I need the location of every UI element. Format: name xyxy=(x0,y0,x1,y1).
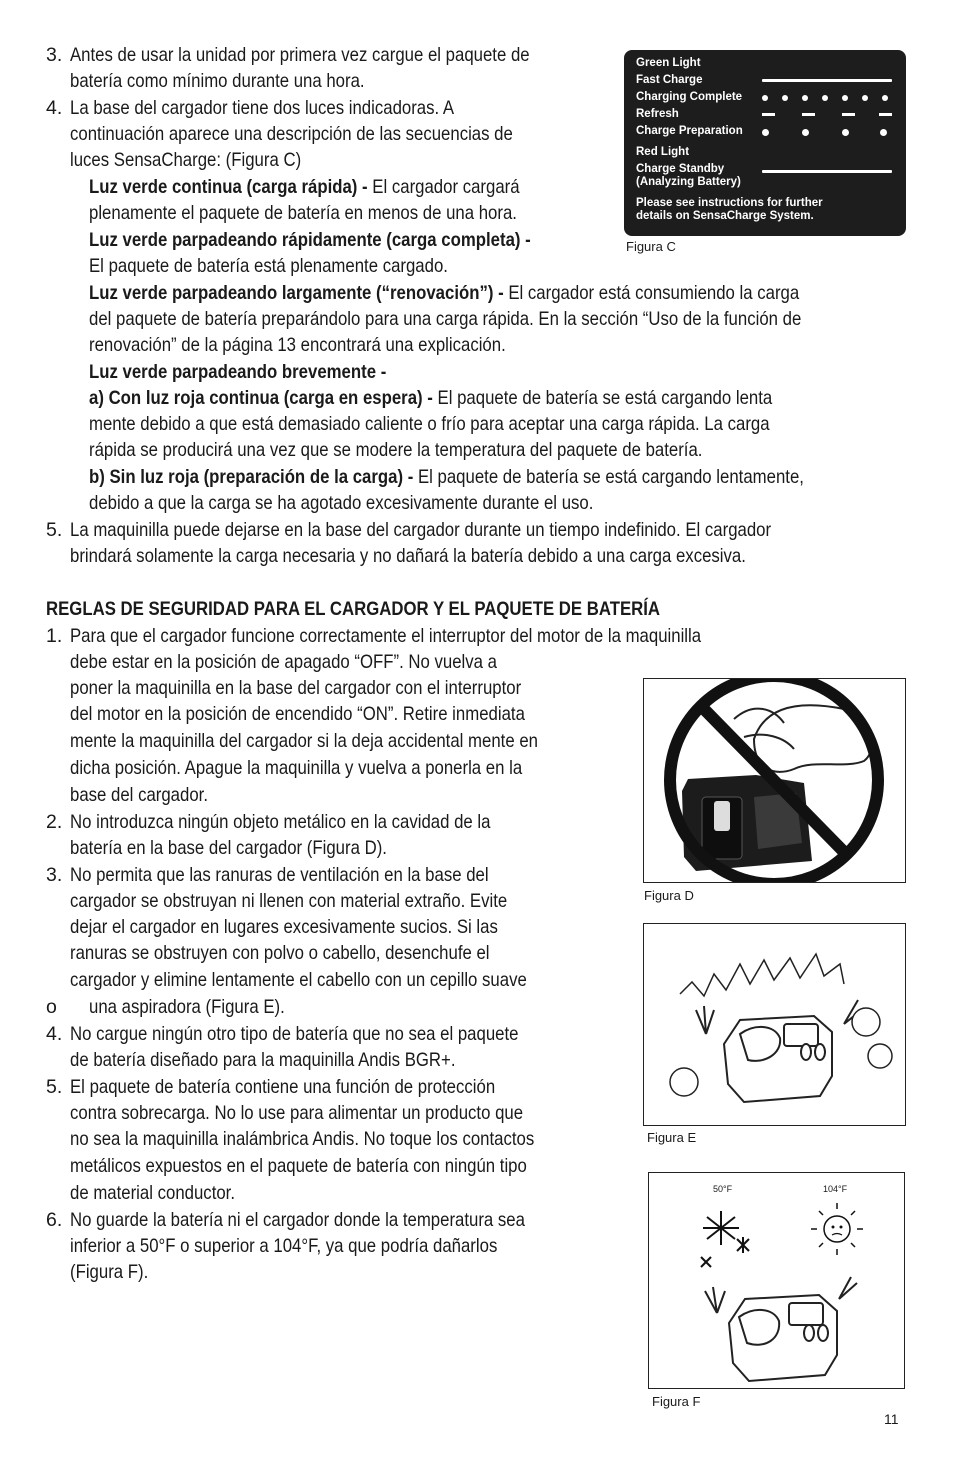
charge-preparation-dot xyxy=(880,129,887,136)
red-b-line-2: debido a que la carga se ha agotado excesivamente durante el uso. xyxy=(89,492,594,514)
legend-refresh: Refresh xyxy=(636,108,679,120)
green-solid-text: El cargador cargará xyxy=(372,176,520,198)
red-b-title: b) Sin luz roja (preparación de la carga) - xyxy=(89,466,418,488)
eye-shape xyxy=(804,1325,814,1341)
dust-cloud-shape xyxy=(670,1068,698,1096)
rule-1-line-4: del motor en la posición de encendido “ON”. Retire inmediata xyxy=(70,703,525,725)
rule-3-line-4: ranuras se obstruyen con polvo o cabello, desenchufe el xyxy=(70,942,490,964)
refresh-dash xyxy=(762,113,775,116)
figure-c-light-legend xyxy=(624,50,906,236)
green-solid-line-1 xyxy=(89,174,520,200)
legend-note-line-2: details on SensaCharge System. xyxy=(636,210,814,222)
hand-outline xyxy=(696,1006,714,1034)
eye-shape xyxy=(815,1044,825,1060)
rule-2-number: 2. xyxy=(46,811,63,833)
rule-3-line-6: una aspiradora (Figura E). xyxy=(89,996,285,1018)
safety-heading: REGLAS DE SEGURIDAD PARA EL CARGADOR Y EL PAQUETE DE BATERÍA xyxy=(46,598,661,620)
rule-5-line-5: de material conductor. xyxy=(70,1182,235,1204)
green-long-line-2: del paquete de batería preparándolo para una carga rápida. En la sección “Uso de la función de xyxy=(89,308,802,330)
rule-3-number: 3. xyxy=(46,864,63,886)
item-5-line-1: La maquinilla puede dejarse en la base del cargador durante un tiempo indefinido. El cargador xyxy=(70,519,772,541)
item-3-line-2: batería como mínimo durante una hora. xyxy=(70,70,365,92)
rule-1-line-1: Para que el cargador funcione correctamente el interruptor del motor de la maquinilla xyxy=(70,625,702,647)
legend-red-light: Red Light xyxy=(636,146,690,158)
rule-6-line-2: inferior a 50°F o superior a 104°F, ya que podría dañarlos xyxy=(70,1235,498,1257)
figure-f-caption: Figura F xyxy=(652,1394,701,1409)
red-a-line-2: mente debido a que está demasiado caliente o frío para aceptar una carga rápida. La carga xyxy=(89,413,770,435)
fast-charge-solid-bar xyxy=(762,79,892,82)
page-number: 11 xyxy=(884,1411,899,1427)
rule-5-line-1: El paquete de batería contiene una función de protección xyxy=(70,1076,496,1098)
charge-preparation-dot xyxy=(842,129,849,136)
green-long-title: Luz verde parpadeando largamente (“renovación”) - xyxy=(89,282,509,304)
charger-cavity-shape xyxy=(739,1310,779,1345)
hot-temperature-label: 104°F xyxy=(823,1184,848,1194)
rule-2-line-1: No introduzca ningún objeto metálico en la cavidad de la xyxy=(70,811,491,833)
green-long-line-3: renovación” de la página 13 encontrará una explicación. xyxy=(89,334,506,356)
rule-1-line-5: mente la maquinilla del cargador si la deja accidental mente en xyxy=(70,730,538,752)
rule-1-line-2: debe estar en la posición de apagado “OFF”. No vuelva a xyxy=(70,651,497,673)
rule-5-line-2: contra sobrecarga. No lo use para alimentar un producto que xyxy=(70,1102,524,1124)
figure-d-illustration xyxy=(644,679,905,882)
rule-5-line-3: no sea la maquinilla inalámbrica Andis. No toque los contactos xyxy=(70,1128,535,1150)
item-4-line-2: continuación aparece una descripción de las secuencias de xyxy=(70,123,513,145)
eye-shape xyxy=(801,1044,811,1060)
dust-cloud-shape xyxy=(852,1008,880,1036)
hand-outline xyxy=(839,1277,857,1299)
item-4-number: 4. xyxy=(46,97,63,119)
rule-1-line-6: dicha posición. Apague la maquinilla y vuelva a ponerla en la xyxy=(70,757,523,779)
rule-4-line-2: de batería diseñado para la maquinilla Andis BGR+. xyxy=(70,1049,456,1071)
cold-temperature-label: 50°F xyxy=(713,1184,733,1194)
item-5-line-2: brindará solamente la carga necesaria y no dañará la batería debido a una carga excesiva. xyxy=(70,545,746,567)
rule-1-number: 1. xyxy=(46,625,63,647)
refresh-dash xyxy=(879,113,892,116)
hand-outline xyxy=(705,1287,725,1313)
charging-complete-dot xyxy=(862,95,868,101)
legend-charge-standby: Charge Standby xyxy=(636,163,725,175)
item-4-line-1: La base del cargador tiene dos luces indicadoras. A xyxy=(70,97,455,119)
green-solid-line-2: plenamente el paquete de batería en menos de una hora. xyxy=(89,202,517,224)
battery-slot-shape xyxy=(789,1303,823,1325)
rule-2-line-2: batería en la base del cargador (Figura D). xyxy=(70,837,387,859)
charge-preparation-dot xyxy=(762,129,769,136)
item-5-number: 5. xyxy=(46,519,63,541)
figure-e-illustration xyxy=(644,924,905,1125)
legend-note-line-1: Please see instructions for further xyxy=(636,197,823,209)
rule-3-line-1: No permita que las ranuras de ventilación en la base del xyxy=(70,864,489,886)
green-long-text: El cargador está consumiendo la carga xyxy=(508,282,800,304)
figure-c-caption: Figura C xyxy=(626,239,676,254)
green-solid-title: Luz verde continua (carga rápida) - xyxy=(89,176,373,198)
red-a-line-3: rápida se producirá una vez que se modere la temperatura del paquete de batería. xyxy=(89,439,703,461)
red-b-line-1 xyxy=(89,464,804,490)
legend-charging-complete: Charging Complete xyxy=(636,91,743,103)
red-a-text: El paquete de batería se está cargando lenta xyxy=(437,387,773,409)
item-4-line-3: luces SensaCharge: (Figura C) xyxy=(70,149,302,171)
charging-complete-dot xyxy=(782,95,788,101)
red-a-title: a) Con luz roja continua (carga en espera) - xyxy=(89,387,438,409)
figure-d xyxy=(643,678,906,883)
rule-3-line-5: cargador y elimine lentamente el cabello con un cepillo suave xyxy=(70,969,527,991)
rule-3-line-2: cargador se obstruyan ni llenen con material extraño. Evite xyxy=(70,890,508,912)
red-b-text: El paquete de batería se está cargando lentamente, xyxy=(417,466,804,488)
legend-analyzing-battery: (Analyzing Battery) xyxy=(636,176,741,188)
green-fast-line-1 xyxy=(89,227,531,253)
green-brief-line-1 xyxy=(89,359,386,385)
figure-d-caption: Figura D xyxy=(644,888,694,903)
figure-e xyxy=(643,923,906,1126)
charging-complete-dot xyxy=(802,95,808,101)
green-fast-title: Luz verde parpadeando rápidamente (carga completa) - xyxy=(89,229,531,251)
rule-3-line-6-prefix: o xyxy=(46,996,57,1018)
rule-6-line-3: (Figura F). xyxy=(70,1261,149,1283)
charging-complete-dot xyxy=(822,95,828,101)
green-long-line-1 xyxy=(89,280,799,306)
legend-green-light: Green Light xyxy=(636,57,701,69)
rule-1-line-7: base del cargador. xyxy=(70,784,208,806)
legend-fast-charge: Fast Charge xyxy=(636,74,703,86)
dust-cloud-shape xyxy=(868,1044,892,1068)
rule-5-number: 5. xyxy=(46,1076,63,1098)
star-icon xyxy=(701,1237,749,1267)
rule-5-line-4: metálicos expuestos en el paquete de batería con ningún tipo xyxy=(70,1155,527,1177)
snowflake-icon xyxy=(703,1211,739,1245)
green-brief-title: Luz verde parpadeando brevemente - xyxy=(89,361,387,383)
charge-preparation-dot xyxy=(802,129,809,136)
figure-f-illustration xyxy=(649,1173,904,1388)
burst-outline xyxy=(680,954,844,996)
rule-4-number: 4. xyxy=(46,1023,63,1045)
item-3-number: 3. xyxy=(46,44,63,66)
item-3-line-1: Antes de usar la unidad por primera vez cargue el paquete de xyxy=(70,44,530,66)
refresh-dash xyxy=(802,113,815,116)
charging-complete-dot xyxy=(882,95,888,101)
charging-complete-dot xyxy=(842,95,848,101)
clipper-switch-shape xyxy=(714,801,730,831)
figure-f xyxy=(648,1172,905,1389)
legend-charge-preparation: Charge Preparation xyxy=(636,125,743,137)
rule-6-line-1: No guarde la batería ni el cargador donde la temperatura sea xyxy=(70,1209,525,1231)
sun-icon xyxy=(811,1203,863,1255)
green-fast-line-2: El paquete de batería está plenamente cargado. xyxy=(89,255,448,277)
red-a-line-1 xyxy=(89,385,772,411)
charging-complete-dot xyxy=(762,95,768,101)
rule-3-line-3: dejar el cargador en lugares excesivamente sucios. Si las xyxy=(70,916,498,938)
refresh-dash xyxy=(842,113,855,116)
eye-shape xyxy=(818,1325,828,1341)
rule-1-line-3: poner la maquinilla en la base del cargador con el interruptor xyxy=(70,677,522,699)
rule-6-number: 6. xyxy=(46,1209,63,1231)
rule-4-line-1: No cargue ningún otro tipo de batería que no sea el paquete xyxy=(70,1023,519,1045)
figure-e-caption: Figura E xyxy=(647,1130,697,1145)
battery-slot-shape xyxy=(784,1024,818,1046)
charge-standby-solid-bar xyxy=(762,170,892,173)
